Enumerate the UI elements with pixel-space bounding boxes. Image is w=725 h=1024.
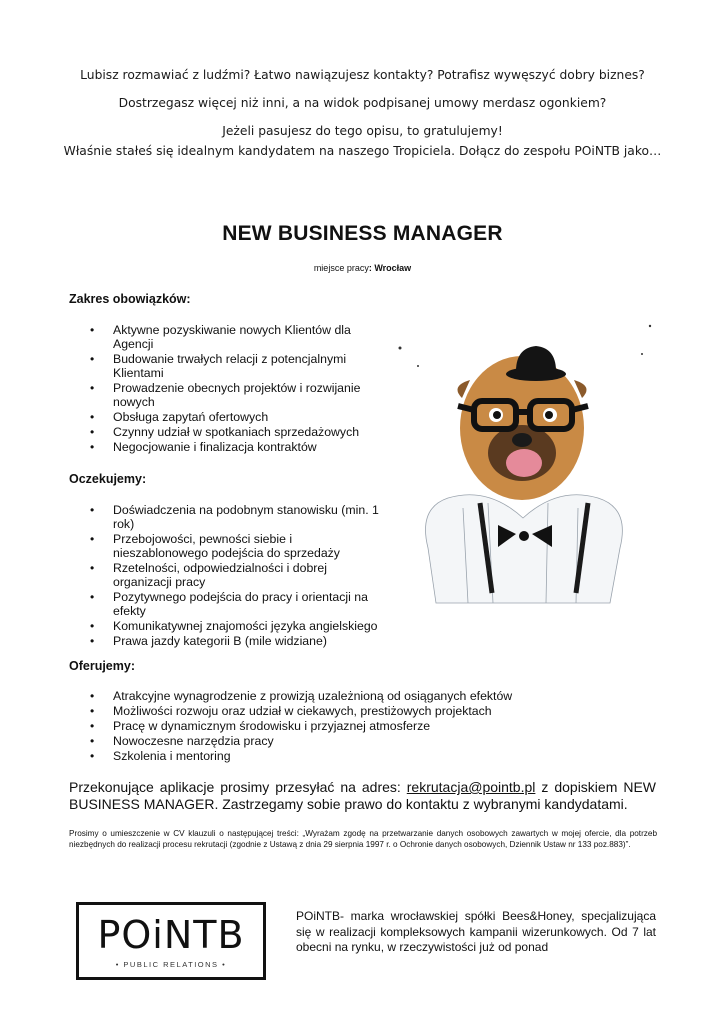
duty-item: • Negocjowanie i finalizacja kontraktów [69, 440, 381, 454]
intro-line-2: Dostrzegasz więcej niż inni, a na widok podpisanej umowy merdasz ogonkiem? [118, 96, 607, 110]
workplace-label: miejsce pracy [313, 263, 369, 273]
duty-item: • Aktywne pozyskiwanie nowych Klientów dla Agencji [69, 323, 381, 351]
workplace [0, 263, 725, 273]
duty-item: • Obsługa zapytań ofertowych [69, 410, 381, 424]
intro-line-4: Właśnie stałeś się idealnym kandydatem na naszego Tropiciela. Dołącz do zespołu POiNTB jako… [63, 144, 662, 158]
shirt [426, 495, 623, 603]
requirement-item: • Prawa jazdy kategorii B (mile widziane) [69, 634, 387, 648]
offer-heading: Oferujemy: [69, 659, 135, 673]
benefit-item: • Pracę w dynamicznym środowisku i przyjaznej atmosferze [69, 719, 549, 733]
workplace-value: : Wrocław [368, 263, 412, 273]
benefit-item: • Atrakcyjne wynagrodzenie z prowizją uzależnioną od osiąganych efektów [69, 689, 549, 703]
intro-line-3: Jeżeli pasujesz do tego opisu, to gratulujemy! [222, 124, 503, 138]
duty-item: • Czynny udział w spotkaniach sprzedażowych [69, 425, 381, 439]
benefit-item: • Możliwości rozwoju oraz udział w ciekawych, prestiżowych projektach [69, 704, 549, 718]
requirement-item: • Pozytywnego podejścia do pracy i orientacji na efekty [69, 590, 387, 618]
duties-heading: Zakres obowiązków: [69, 292, 191, 306]
pug-illustration [388, 318, 658, 608]
company-about: POiNTB- marka wrocławskiej spółki Bees&Honey, specjalizująca się w realizacji kompleksowych kampanii wizerunkowych. Od 7 lat obecni na rynku, w rzeczywistości już od ponad [296, 909, 656, 954]
consent-clause: Prosimy o umieszczenie w CV klauzuli o następującej treści: „Wyrażam zgodę na przetwarzanie danych osobowych zawartych w mojej ofercie, dla potrzeb niezbędnych do realizacji procesu rekrutacji (zgodnie z Ustawą z dnia 29 sierpnia 1997 r. o Ochronie danych osobowych, Dziennik Ustaw nr 133 poz.883)”. [69, 829, 657, 850]
duty-item: • Prowadzenie obecnych projektów i rozwijanie nowych [69, 381, 381, 409]
duty-item: • Budowanie trwałych relacji z potencjalnymi Klientami [69, 352, 381, 380]
apply-text-end: z dopiskiem NEW BUSINESS MANAGER. Zastrzegamy sobie prawo do kontaktu z wybranymi kandydatami. [69, 779, 656, 812]
job-title: NEW BUSINESS MANAGER [222, 222, 503, 245]
duties-list [69, 323, 381, 455]
pointb-logo [76, 902, 266, 980]
benefit-item: • Szkolenia i mentoring [69, 749, 549, 763]
offer-list [69, 689, 549, 764]
logo-wordmark: POiNTB [97, 913, 245, 957]
requirement-item: • Doświadczenia na podobnym stanowisku (min. 1 rok) [69, 503, 387, 531]
email-link[interactable]: rekrutacja@pointb.pl [406, 779, 536, 795]
expect-heading: Oczekujemy: [69, 472, 147, 486]
requirement-item: • Komunikatywnej znajomości języka angielskiego [69, 619, 387, 633]
intro-line-1: Lubisz rozmawiać z ludźmi? Łatwo nawiązujesz kontakty? Potrafisz wywęszyć dobry biznes? [80, 68, 645, 82]
apply-text-start: Przekonujące aplikacje prosimy przesyłać na adres: [69, 779, 407, 795]
logo-tagline: • PUBLIC RELATIONS • [115, 960, 227, 969]
expect-list [69, 503, 387, 649]
requirement-item: • Rzetelności, odpowiedzialności i dobrej organizacji pracy [69, 561, 387, 589]
requirement-item: • Przebojowości, pewności siebie i nieszablonowego podejścia do sprzedaży [69, 532, 387, 560]
apply-paragraph [69, 779, 656, 812]
benefit-item: • Nowoczesne narzędzia pracy [69, 734, 549, 748]
